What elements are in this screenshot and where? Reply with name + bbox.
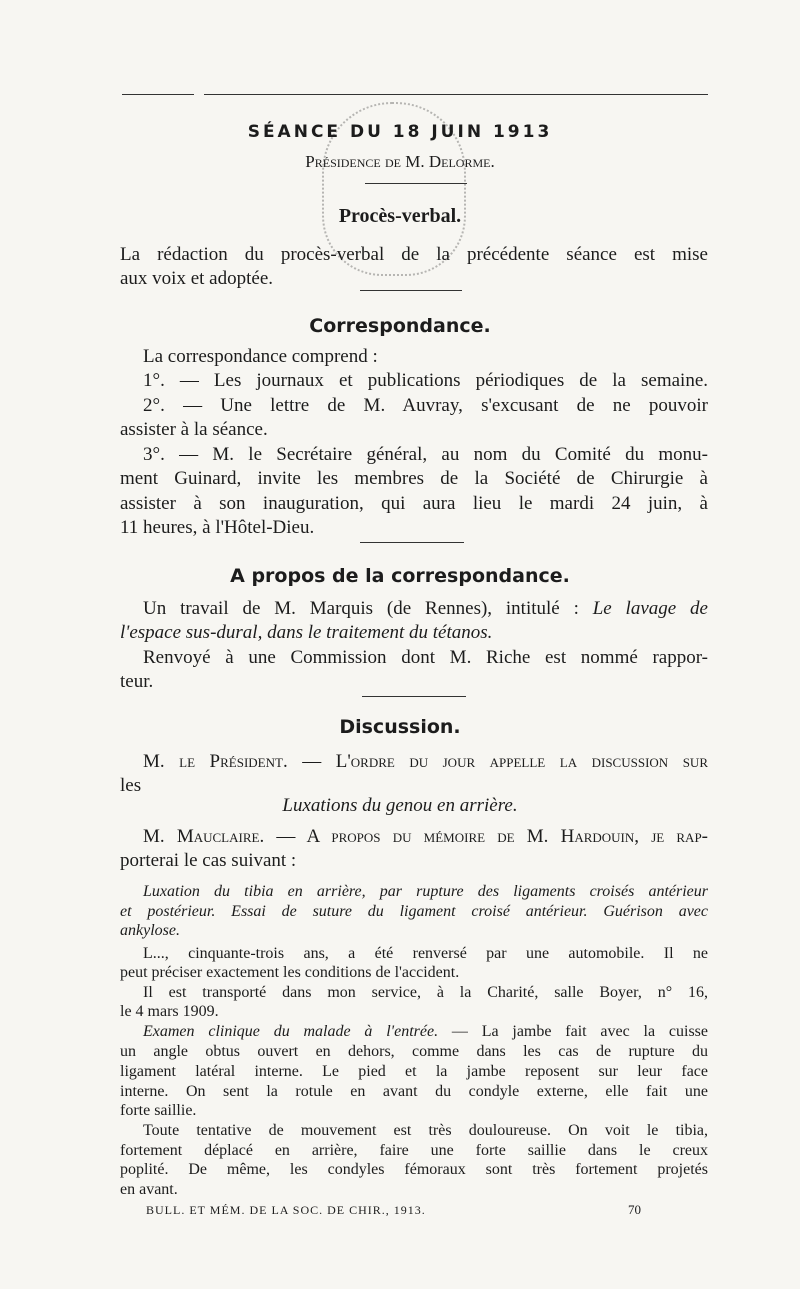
case-title-1-italic: Luxation du tibia en arrière, par rupture des ligaments croisés antérieur — [143, 883, 708, 900]
case-p4-line-1: Toute tentative de mouvement est très douloureuse. On voit le tibia, — [143, 1122, 708, 1139]
top-rule-left — [122, 94, 194, 95]
correspondance-line-4: assister à la séance. — [120, 419, 268, 440]
case-title-3-italic: ankylose. — [120, 922, 180, 939]
case-title-2 — [120, 902, 708, 921]
apropos-line-1-text: Un travail de M. Marquis (de Rennes), intitulé : — [143, 598, 593, 619]
case-title-2-italic: et postérieur. Essai de suture du ligament croisé antérieur. Guérison avec — [120, 903, 708, 920]
case-p3-line-1-text: — La jambe fait avec la cuisse — [438, 1023, 708, 1040]
section-rule-2 — [360, 542, 464, 543]
section-rule-1 — [360, 290, 462, 291]
case-p3-line-5: forte saillie. — [120, 1102, 197, 1119]
section-rule-3 — [362, 696, 466, 697]
apropos-line-3: Renvoyé à une Commission dont M. Riche est nommé rappor- — [143, 647, 708, 668]
proces-verbal-heading: Procès-verbal. — [338, 205, 462, 227]
discussion-heading: Discussion. — [339, 716, 461, 738]
correspondance-line-7: assister à son inauguration, qui aura lieu le mardi 24 juin, à — [120, 493, 708, 514]
case-p3-line-3: ligament latéral interne. Le pied et la jambe reposent sur leur face — [120, 1063, 708, 1080]
case-p2-line-2: le 4 mars 1909. — [120, 1003, 219, 1020]
correspondance-line-8: 11 heures, à l'Hôtel-Dieu. — [120, 517, 315, 538]
case-p3-line-4: interne. On sent la rotule en avant du condyle externe, elle fait une — [120, 1083, 708, 1100]
proces-verbal-text-1: La rédaction du procès-verbal de la précédente séance est mise — [120, 244, 708, 265]
case-p4-line-2: fortement déplacé en arrière, faire une forte saillie dans le creux — [120, 1142, 708, 1159]
case-p1-line-2: peut préciser exactement les conditions de l'accident. — [120, 964, 460, 981]
footer-citation: BULL. ET MÉM. DE LA SOC. DE CHIR., 1913. — [146, 1203, 426, 1217]
top-rule-right — [204, 94, 708, 95]
proces-verbal-text-2: aux voix et adoptée. — [120, 268, 274, 289]
case-p4-line-4: en avant. — [120, 1181, 178, 1198]
case-p4-line-3: poplité. De même, les condyles fémoraux sont très fortement projetés — [120, 1161, 708, 1178]
case-title-1 — [143, 882, 708, 901]
discussion-line-2: les — [120, 775, 142, 796]
correspondance-line-3: 2°. — Une lettre de M. Auvray, s'excusant de ne pouvoir — [143, 395, 708, 416]
apropos-line-2-italic: l'espace sus-dural, dans le traitement du tétanos. — [120, 622, 493, 643]
case-p3-line-1 — [143, 1022, 708, 1041]
correspondance-line-2: 1°. — Les journaux et publications périodiques de la semaine. — [143, 370, 708, 391]
case-p3-line-2: un angle obtus ouvert en dehors, comme dans les cas de rupture du — [120, 1043, 708, 1060]
case-p2-line-1: Il est transporté dans mon service, à la Charité, salle Boyer, n° 16, — [143, 984, 708, 1001]
presidence: Présidence de M. Delorme. — [305, 152, 495, 171]
discussion-topic-italic: Luxations du genou en arrière. — [282, 795, 518, 816]
discussion-topic — [0, 795, 800, 817]
apropos-heading: A propos de la correspondance. — [230, 565, 570, 587]
apropos-line-1-italic: Le lavage de — [592, 598, 708, 619]
discussion-line-4: porterai le cas suivant : — [120, 850, 297, 871]
correspondance-heading: Correspondance. — [309, 315, 491, 337]
apropos-line-1 — [143, 598, 708, 620]
correspondance-line-6: ment Guinard, invite les membres de la Société de Chirurgie à — [120, 468, 708, 489]
header-rule — [365, 183, 467, 184]
case-title-3 — [120, 921, 708, 940]
discussion-line-3: M. Mauclaire. — A propos du mémoire de M. Hardouin, je rap- — [143, 826, 708, 847]
page-number: 70 — [628, 1202, 641, 1217]
apropos-line-4: teur. — [120, 671, 154, 692]
correspondance-line-5: 3°. — M. le Secrétaire général, au nom du Comité du monu- — [143, 444, 708, 465]
discussion-line-1: M. le Président. — L'ordre du jour appelle la discussion sur — [143, 751, 708, 772]
correspondance-line-1: La correspondance comprend : — [143, 346, 378, 367]
seance-title: SÉANCE DU 18 JUIN 1913 — [247, 122, 553, 142]
case-p3-italic: Examen clinique du malade à l'entrée. — [143, 1023, 439, 1040]
case-p1-line-1: L..., cinquante-trois ans, a été renversé par une automobile. Il ne — [143, 945, 708, 962]
apropos-line-2 — [120, 622, 708, 644]
